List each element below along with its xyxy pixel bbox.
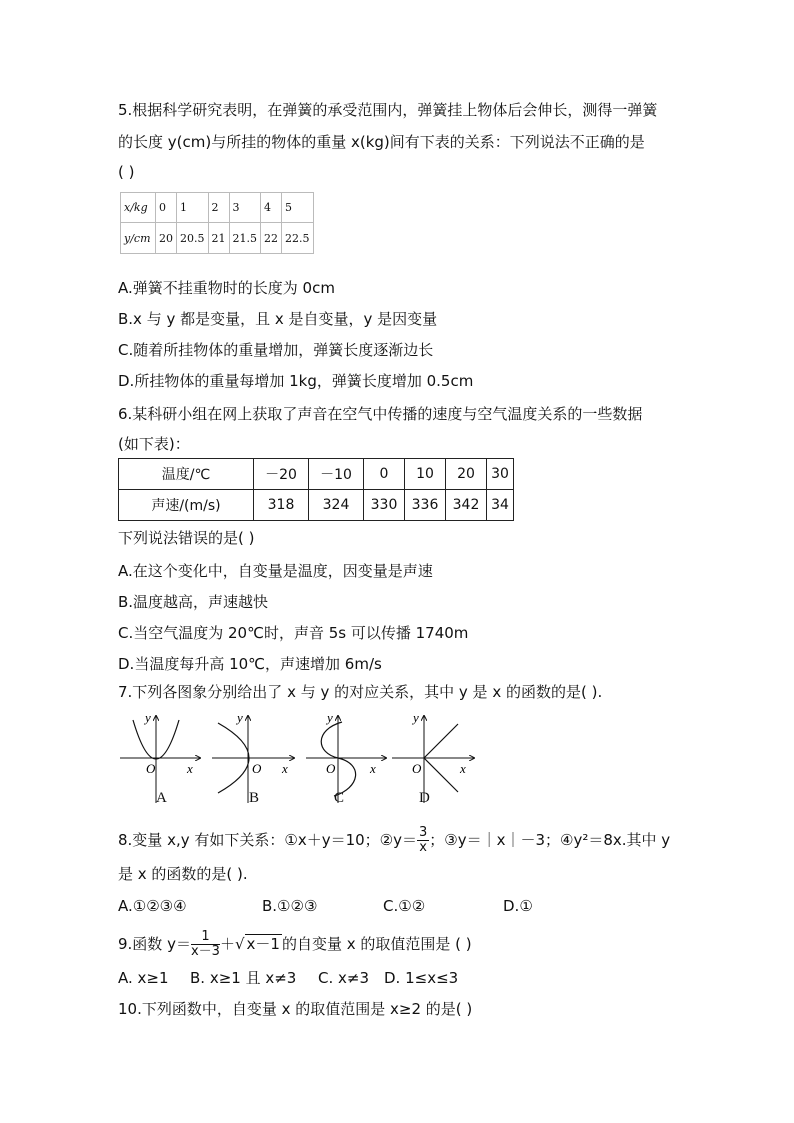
axis-y-label: y [327,710,333,725]
q9-text-part1: 9.函数 y＝ [118,935,191,953]
table-cell: －10 [309,459,364,490]
table-cell: 21 [208,223,229,254]
table-cell: 20.5 [177,223,209,254]
graph-label-d: D [419,790,430,806]
table-cell: y/cm [121,223,156,254]
q9-fraction [191,930,220,959]
q5-line1: 5.根据科学研究表明，在弹簧的承受范围内，弹簧挂上物体后会伸长，测得一弹簧 [118,101,658,119]
table-cell: 330 [364,490,405,521]
q6-prompt: 下列说法错误的是( ) [118,529,255,547]
q9-text-part2: 的自变量 x 的取值范围是 ( ) [281,935,472,953]
q8-option-b: B.①②③ [262,897,318,915]
table-row [119,490,514,521]
q5-paren: ( ) [118,163,135,181]
table-cell: 30 [487,459,514,490]
q8-line1 [118,826,670,855]
q7-text: 7.下列各图象分别给出了 x 与 y 的对应关系，其中 y 是 x 的函数的是( ). [118,683,603,701]
table-cell: 5 [282,193,314,223]
table-cell: 10 [405,459,446,490]
graph-label-c: C [334,790,345,806]
table-cell: 0 [364,459,405,490]
q6-option-a: A.在这个变化中，自变量是温度，因变量是声速 [118,562,433,580]
axis-y-label: y [237,710,243,725]
sqrt-icon: √ [234,935,245,953]
graph-c [306,710,386,803]
table-cell: 0 [156,193,177,223]
q9-option-c: C. x≠3 [318,969,369,987]
q9-plus: ＋ [219,935,235,953]
fraction-numerator: 3 [418,825,428,840]
q8-text-part1: 8.变量 x,y 有如下关系：①x＋y＝10；②y＝ [118,831,417,849]
table-cell: 声速/(m/s) [119,490,254,521]
table-cell: 3 [229,193,261,223]
axis-y-label: y [413,710,419,725]
table-cell: 温度/℃ [119,459,254,490]
q6-line1: 6.某科研小组在网上获取了声音在空气中传播的速度与空气温度关系的一些数据 [118,405,643,423]
axis-x-label: x [460,761,466,776]
q9-sqrt-body: x－1 [246,935,280,953]
axis-y-label: y [145,710,151,725]
table-cell: 20 [446,459,487,490]
table-row [121,223,314,254]
q6-option-b: B.温度越高，声速越快 [118,593,269,611]
table-row [121,193,314,223]
fraction-numerator: 1 [191,930,220,945]
table-cell: 336 [405,490,446,521]
origin-label: O [326,761,336,776]
q5-option-a: A.弹簧不挂重物时的长度为 0cm [118,279,335,297]
graph-label-a: A [156,790,167,806]
origin-label: O [252,761,262,776]
graph-label-b: B [249,790,260,806]
q9-option-b: B. x≥1 且 x≠3 [190,969,297,987]
table-cell: 1 [177,193,209,223]
q9-line1 [118,930,472,959]
table-cell: 318 [254,490,309,521]
q5-table [120,192,314,254]
origin-label: O [146,761,156,776]
table-cell: 4 [261,193,282,223]
q5-option-c: C.随着所挂物体的重量增加，弹簧长度逐渐边长 [118,341,434,359]
q8-fraction [417,826,429,855]
q8-option-d: D.① [503,897,533,915]
axis-x-label: x [282,761,288,776]
axis-x-label: x [370,761,376,776]
q10-text: 10.下列函数中，自变量 x 的取值范围是 x≥2 的是( ) [118,1000,473,1018]
q6-option-d: D.当温度每升高 10℃，声速增加 6m/s [118,655,382,673]
graph-d [392,710,474,803]
q5-option-b: B.x 与 y 都是变量，且 x 是自变量，y 是因变量 [118,310,438,328]
q9-option-a: A. x≥1 [118,969,169,987]
table-cell: 2 [208,193,229,223]
table-row [119,459,514,490]
table-cell: 34 [487,490,514,521]
q6-table [118,458,514,521]
table-cell: 22.5 [282,223,314,254]
fraction-denominator: x－3 [190,944,220,959]
axis-x-label: x [187,761,193,776]
q9-option-d: D. 1≤x≤3 [384,969,459,987]
q6-line2: (如下表)： [118,435,190,453]
table-cell: 22 [261,223,282,254]
table-cell: 21.5 [229,223,261,254]
q8-line2: 是 x 的函数的是( ). [118,865,248,883]
table-cell: 20 [156,223,177,254]
table-cell: 324 [309,490,364,521]
q6-option-c: C.当空气温度为 20℃时，声音 5s 可以传播 1740m [118,624,469,642]
table-cell: 342 [446,490,487,521]
origin-label: O [412,761,422,776]
q5-option-d: D.所挂物体的重量每增加 1kg，弹簧长度增加 0.5cm [118,372,474,390]
q8-option-c: C.①② [383,897,426,915]
table-cell: －20 [254,459,309,490]
q8-option-a: A.①②③④ [118,897,187,915]
q8-text-part2: ；③y＝｜x｜－3；④y²＝8x.其中 y [429,831,671,849]
table-cell: x/kg [121,193,156,223]
q5-line2: 的长度 y(cm)与所挂的物体的重量 x(kg)间有下表的关系：下列说法不正确的是 [118,133,645,151]
fraction-denominator: x [419,840,427,855]
